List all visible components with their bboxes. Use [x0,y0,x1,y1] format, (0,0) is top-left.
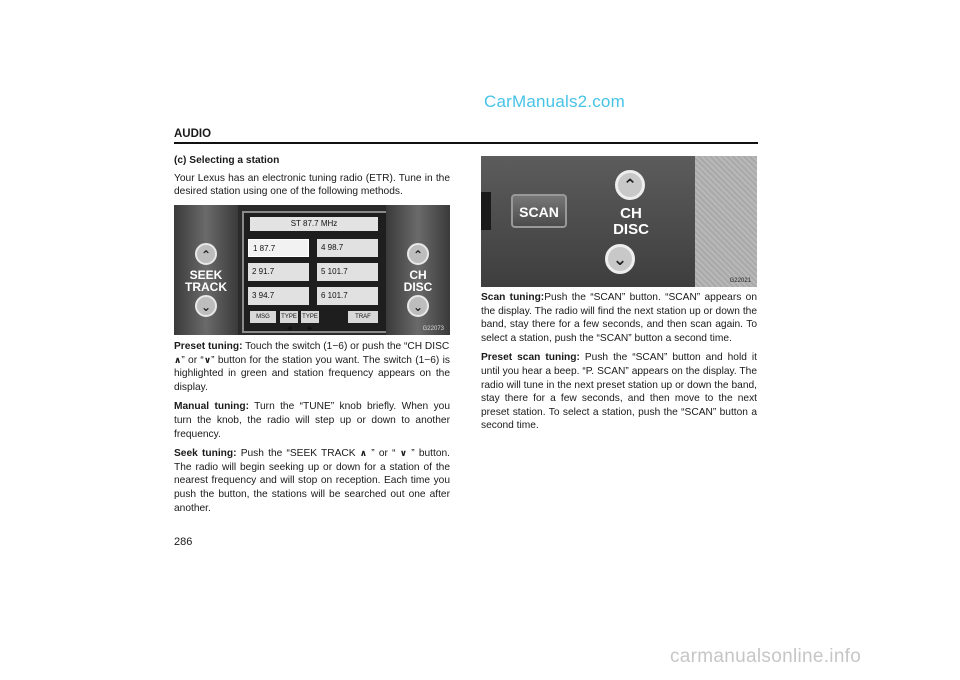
preset-tuning-text-3: ” button for the station you want. The switch (1−6) is highlighted in green and station frequency appears on the display. [174,354,450,393]
preset-button-3: 3 94.7 [248,287,309,305]
intro-paragraph: Your Lexus has an electronic tuning radio (ETR). Tune in the desired station using one of the following methods. [174,172,450,198]
seek-tuning-paragraph [174,447,450,515]
manual-tuning-paragraph [174,400,450,441]
ch-down-button: ⌄ [407,295,429,317]
seek-label: SEEK [189,268,223,282]
preset-button-2: 2 91.7 [248,263,309,281]
seek-tuning-label: Seek tuning: [174,448,237,460]
preset-button-6: 6 101.7 [317,287,378,305]
manual-tuning-label: Manual tuning: [174,401,249,413]
left-column [174,154,450,205]
right-column-body [481,291,757,439]
seek-tuning-text-2: ” or “ [367,448,400,460]
scan-button: SCAN [511,194,567,228]
preset-tuning-paragraph [174,340,450,394]
scan-panel-surface [481,156,695,287]
seek-track-panel [174,205,238,335]
radio-display-screen [242,211,388,333]
preset-button-5: 5 101.7 [317,263,378,281]
traf-button: TRAF [348,311,378,323]
header-rule [174,142,758,144]
preset-tuning-text-2: ” or “ [181,354,204,366]
scan-tuning-paragraph [481,291,757,345]
scan-panel-figure [481,156,757,287]
seek-down-button: ⌄ [195,295,217,317]
section-title: AUDIO [174,128,212,140]
preset-button-1: 1 87.7 [248,239,309,257]
left-column-body [174,340,450,521]
msg-button: MSG [250,311,276,323]
preset-tuning-label: Preset tuning: [174,341,243,352]
page-number: 286 [174,536,193,548]
ch-up-button: ⌃ [615,170,645,200]
textured-trim [695,156,757,287]
ch-up-button: ⌃ [407,243,429,265]
down-arrow-icon: ∨ [399,448,408,459]
ch-label: CH [620,205,642,222]
figure-code: G22073 [422,326,444,332]
frequency-display: ST 87.7 MHz [250,217,378,231]
radio-panel-figure [174,205,450,335]
seek-up-button: ⌃ [195,243,217,265]
scan-tuning-text: Push the “SCAN” button. “SCAN” appears on the display. The radio will find the next station up or down the band, stay there for a few seconds, and then scan again. To select a station, push the “SCAN” button a second time. [481,292,757,344]
up-arrow-icon: ∧ [174,354,182,365]
type-forward-button: TYPE ▶ [301,311,319,323]
scan-tuning-label: Scan tuning: [481,292,545,303]
disc-label: DISC [403,280,433,294]
ch-label: CH [409,268,427,282]
panel-slot [481,192,491,230]
preset-scan-tuning-label: Preset scan tuning: [481,352,580,364]
disc-label: DISC [613,221,649,238]
watermark-top[interactable]: CarManuals2.com [484,92,625,111]
down-arrow-icon: ∨ [203,354,212,365]
seek-tuning-text-3: ” button. The radio will begin seeking up or down for a station of the nearest frequency and will stop on reception. Each time you push the button, the stations will be searched out one after another. [174,448,450,514]
watermark-bottom[interactable]: carmanualsonline.info [670,646,862,667]
preset-tuning-text-1: Touch the switch (1−6) or push the “CH DISC [242,341,450,352]
subsection-heading: (c) Selecting a station [174,155,280,166]
track-label: TRACK [185,280,227,294]
ch-disc-panel [386,205,450,335]
preset-button-4: 4 98.7 [317,239,378,257]
preset-scan-tuning-paragraph [481,351,757,433]
ch-down-button: ⌄ [605,244,635,274]
manual-tuning-text: Turn the “TUNE” knob briefly. When you turn the knob, the radio will step up or down to another frequency. [174,401,450,440]
seek-tuning-text-1: Push the “SEEK TRACK [236,448,360,460]
preset-scan-tuning-text: Push the “SCAN” button and hold it until you hear a beep. “P. SCAN” appears on the display. The radio will tune in the next preset station up or down the band, stay there for a few seconds, and then move to the next preset station. To select a station, push the “SCAN” button a second time. [481,352,757,432]
up-arrow-icon: ∧ [359,448,368,459]
figure-code: G22021 [729,278,751,284]
type-back-button: TYPE ◀ [280,311,298,323]
